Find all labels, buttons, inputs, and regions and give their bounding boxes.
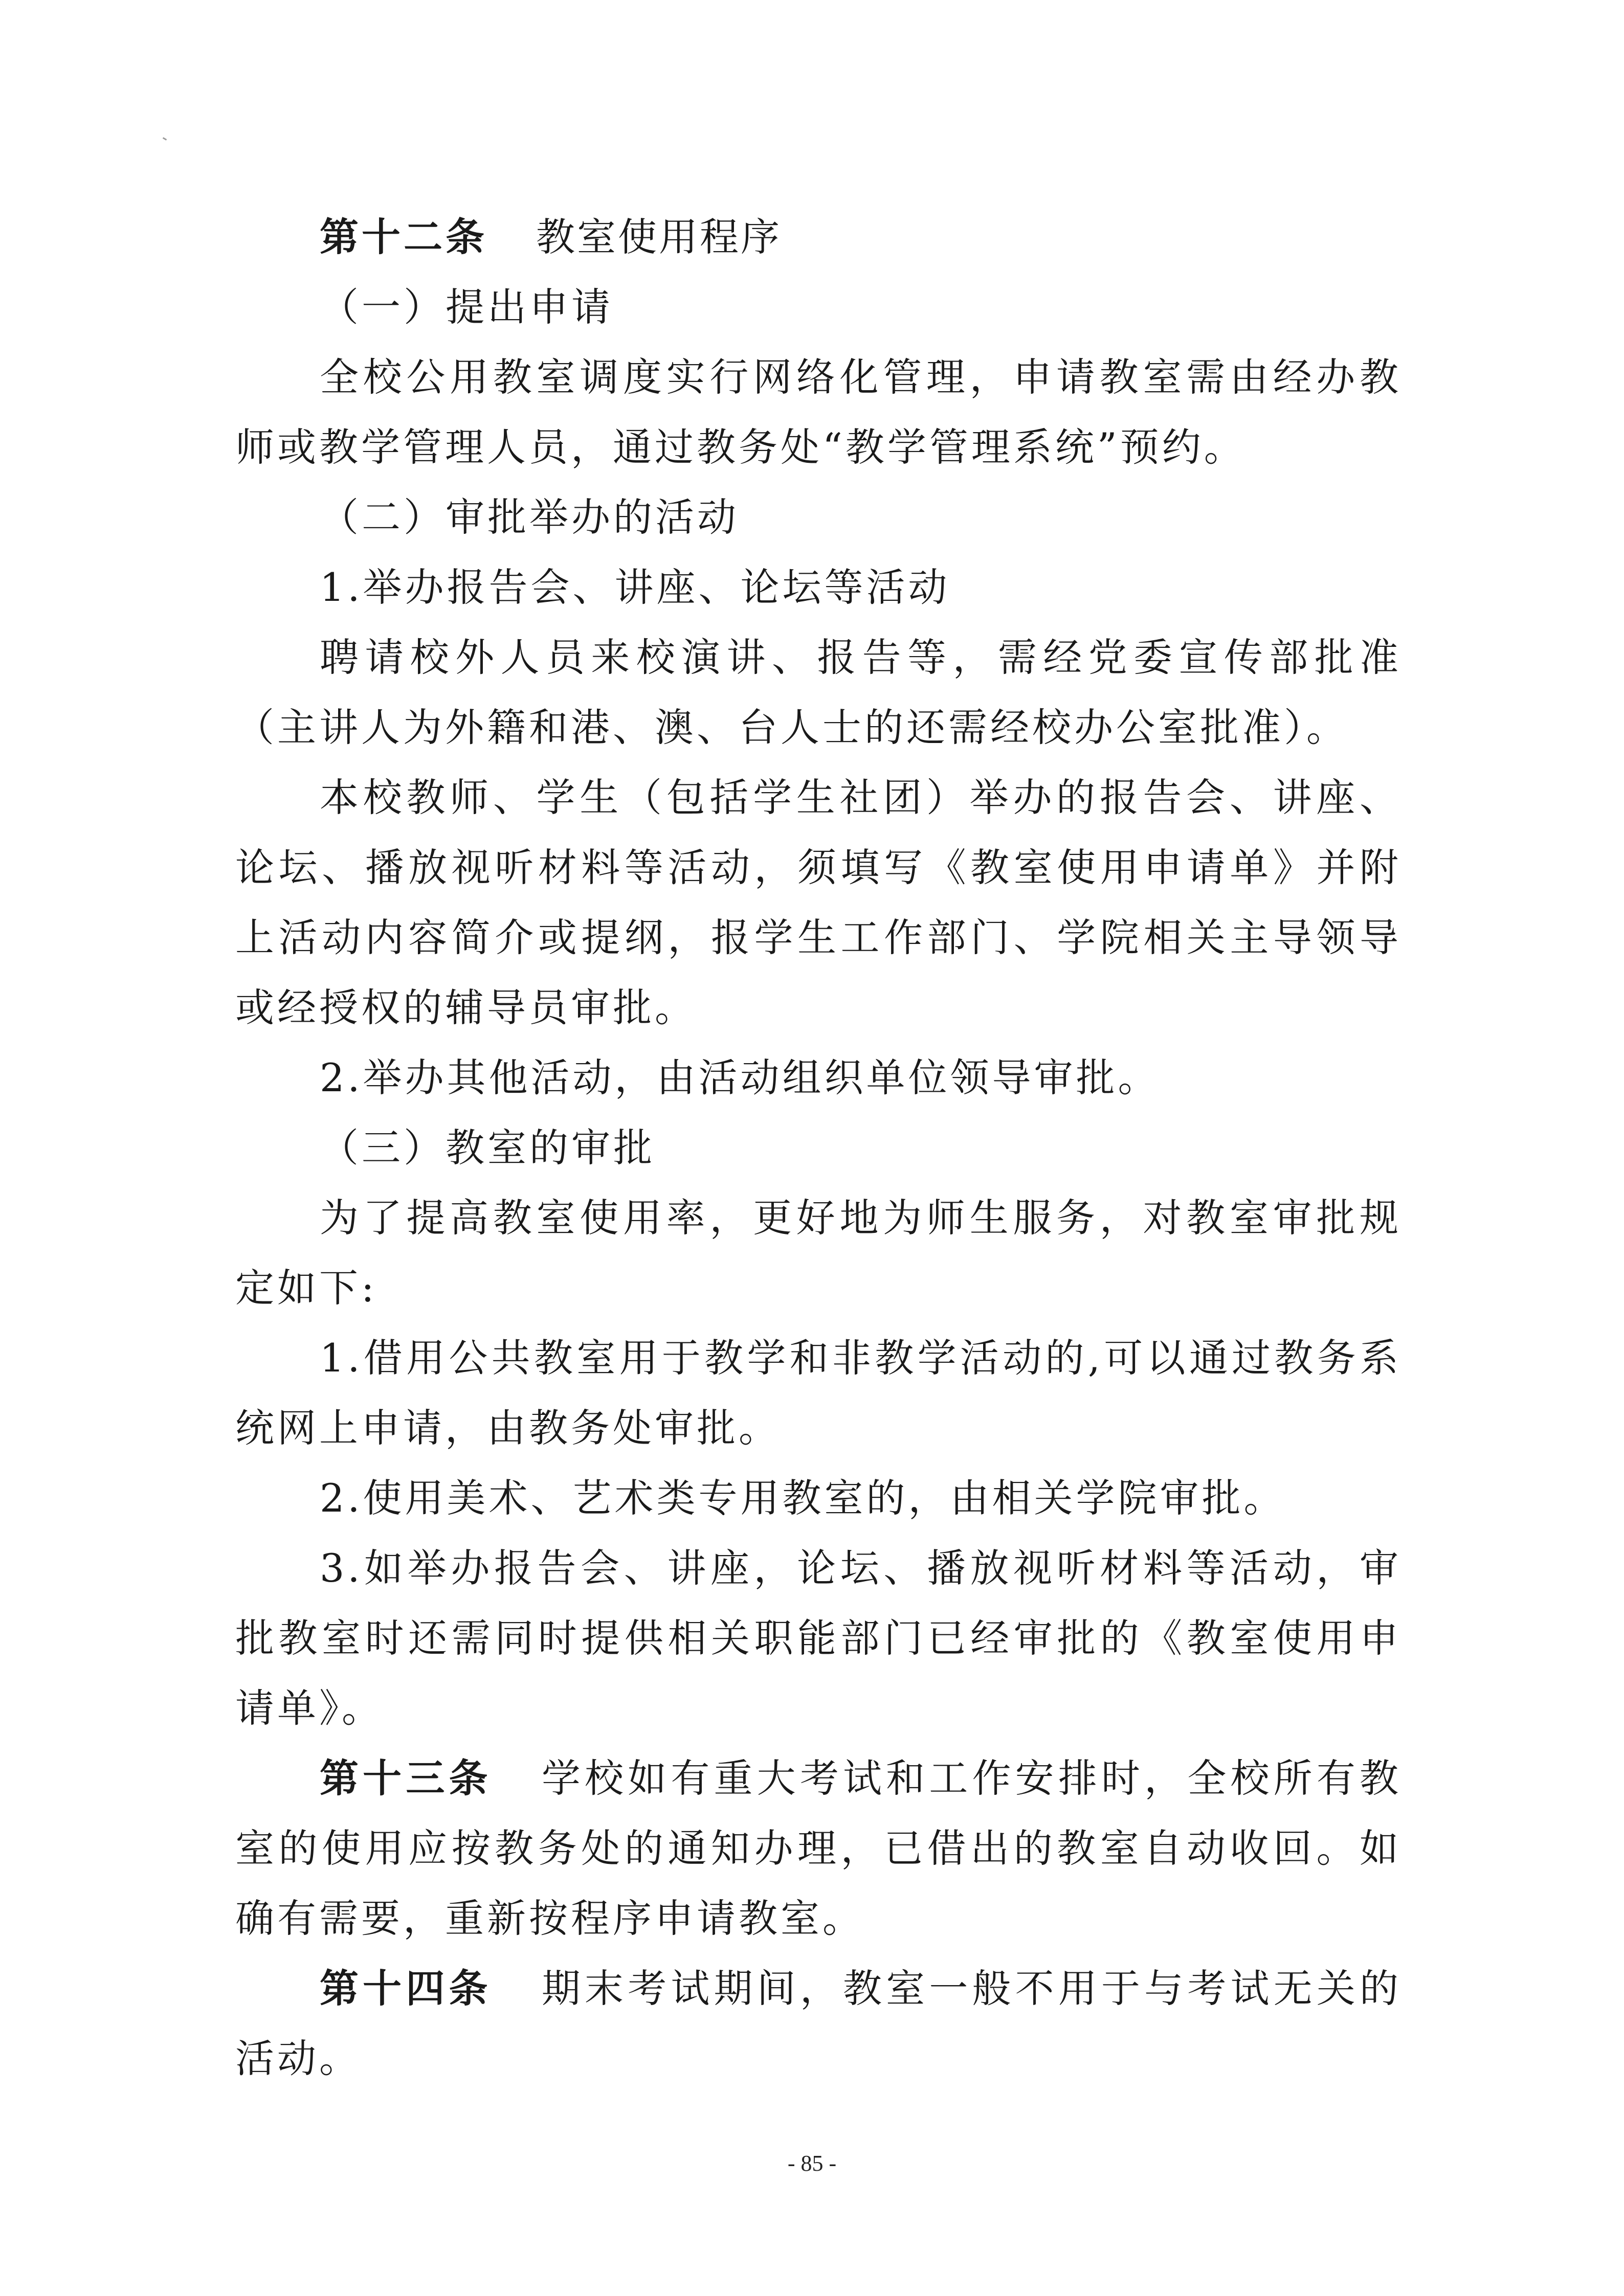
- article-14: [235, 1953, 1401, 2094]
- article-label: 第十二条: [320, 214, 487, 260]
- paragraph: 全校公用教室调度实行网络化管理，申请教室需由经办教师或教学管理人员，通过教务处“教学管理系统”预约。: [235, 354, 1401, 470]
- article-title: 教室使用程序: [536, 214, 782, 260]
- paragraph: 本校教师、学生（包括学生社团）举办的报告会、讲座、论坛、播放视听材料等活动，须填写《教室使用申请单》并附上活动内容简介或提纲，报学生工作部门、学院相关主导领导或经授权的辅导员审批。: [235, 775, 1401, 1030]
- document-body: [235, 202, 1401, 2094]
- article-text: 学校如有重大考试和工作安排时，全校所有教室的使用应按教务处的通知办理，已借出的教室自动收回。如确有需要，重新按程序申请教室。: [235, 1755, 1402, 1941]
- section-heading-classroom-approval: （三）教室的审批: [320, 1125, 655, 1170]
- paragraph: 聘请校外人员来校演讲、报告等，需经党委宣传部批准（主讲人为外籍和港、澳、台人士的还需经校办公室批准）。: [235, 635, 1401, 750]
- article-13: [235, 1743, 1401, 1953]
- list-item: 2.举办其他活动，由活动组织单位领导审批。: [320, 1055, 1160, 1100]
- list-item: 3.如举办报告会、讲座，论坛、播放视听材料等活动，审批教室时还需同时提供相关职能部门已经审批的《教室使用申请单》。: [235, 1545, 1401, 1731]
- list-item: 1.借用公共教室用于教学和非教学活动的,可以通过教务系统网上申请，由教务处审批。: [235, 1335, 1401, 1451]
- scan-speck: [163, 137, 167, 141]
- section-heading-apply: （一）提出申请: [320, 284, 613, 330]
- article-12-heading: [235, 202, 1401, 272]
- paragraph: 为了提高教室使用率，更好地为师生服务，对教室审批规定如下:: [235, 1195, 1401, 1311]
- list-item: 2.使用美术、艺术类专用教室的，由相关学院审批。: [320, 1475, 1286, 1521]
- article-text: 期末考试期间，教室一般不用于与考试无关的活动。: [235, 1966, 1402, 2081]
- page-number: - 85 -: [787, 2151, 837, 2176]
- section-heading-approve-activities: （二）审批举办的活动: [320, 494, 739, 540]
- list-item-heading: 1.举办报告会、讲座、论坛等活动: [320, 565, 950, 610]
- article-label: 第十四条: [320, 1966, 492, 2011]
- article-label: 第十三条: [320, 1755, 492, 1801]
